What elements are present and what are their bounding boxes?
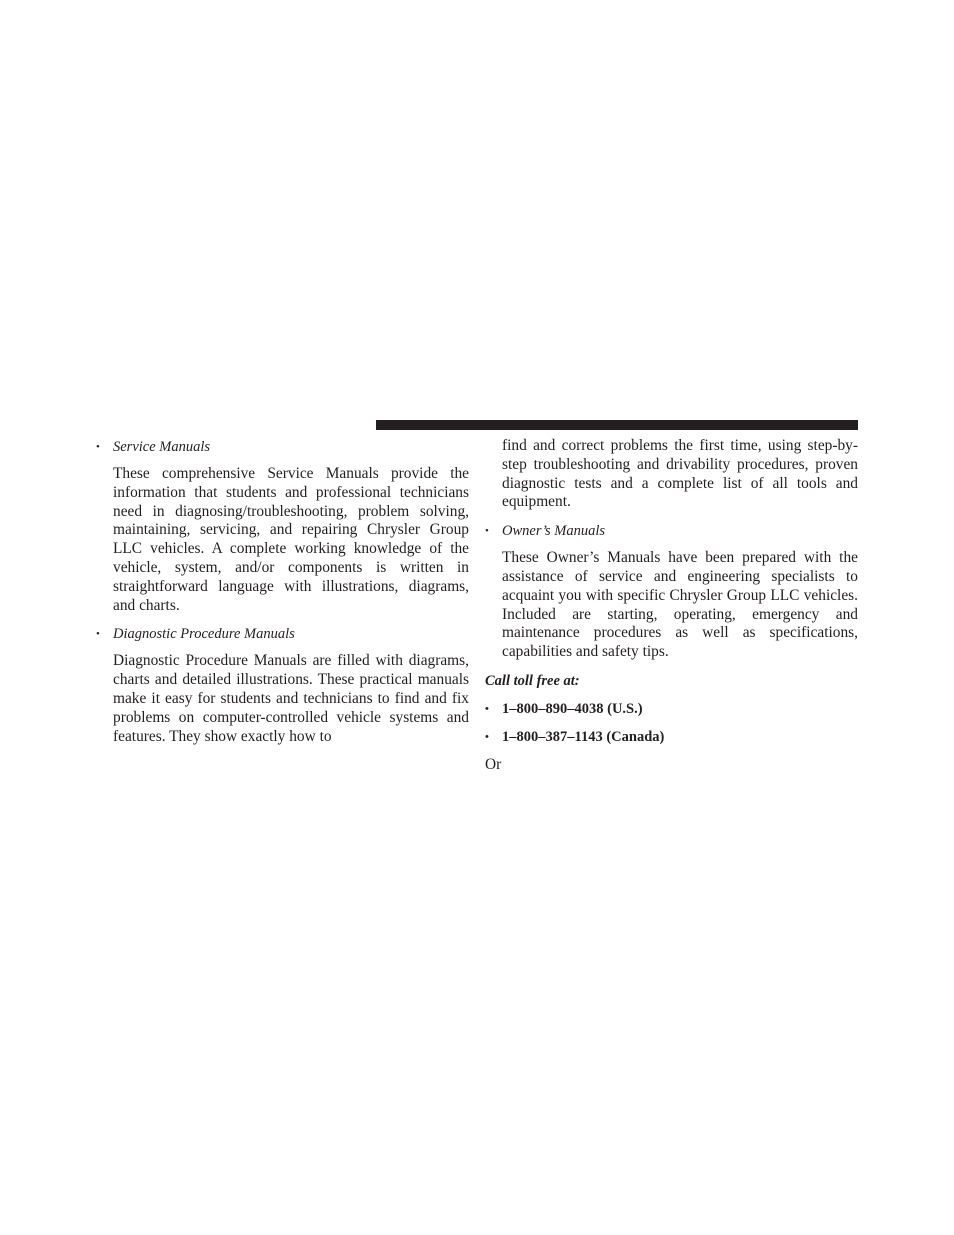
bullet-dot: • <box>96 441 100 453</box>
or-text: Or <box>485 755 502 773</box>
owners-manuals-body: These Owner’s Manuals have been prepared with the assistance of service and engineering specialists to acquaint you with specific Chrysler Group LLC vehicles. Included are starting, operating, emergency and maintenance procedures as well as specifications, capabilities and safety tips. <box>502 549 858 661</box>
phone-us <box>485 699 858 719</box>
bullet-dot: • <box>485 730 489 743</box>
service-manuals-body: These comprehensive Service Manuals provide the information that students and professional technicians need in diagnosing/troubleshooting, problem solving, maintaining, servicing, and repairing Chrysler Group LLC vehicles. A complete working knowledge of the vehicle, system, and/or components is written in straightforward language with illustrations, diagrams, and charts. <box>113 465 469 614</box>
right-column <box>485 437 858 775</box>
left-column <box>96 437 469 755</box>
diagnostic-manuals-continued: find and correct problems the first time, using step-by-step troubleshooting and drivability procedures, proven diagnostic tests and a complete list of all tools and equipment. <box>502 437 858 511</box>
call-toll-free-label: Call toll free at: <box>485 672 580 689</box>
bullet-dot: • <box>485 525 489 538</box>
owners-manuals-heading: Owner’s Manuals <box>502 523 605 540</box>
header-rule <box>376 420 858 430</box>
bullet-service-manuals <box>96 437 469 457</box>
bullet-diagnostic-manuals <box>96 624 469 644</box>
phone-canada <box>485 727 858 747</box>
bullet-dot: • <box>485 702 489 715</box>
service-manuals-heading: Service Manuals <box>113 439 211 455</box>
phone-canada-number: 1–800–387–1143 (Canada) <box>502 728 665 745</box>
bullet-dot: • <box>96 628 100 641</box>
bullet-owners-manuals <box>485 521 858 541</box>
diagnostic-manuals-heading: Diagnostic Procedure Manuals <box>113 626 295 643</box>
phone-us-number: 1–800–890–4038 (U.S.) <box>502 700 643 717</box>
diagnostic-manuals-body: Diagnostic Procedure Manuals are filled with diagrams, charts and detailed illustrations. These practical manuals make it easy for students and technicians to find and fix problems on computer-controlled vehicle systems and features. They show exactly how to <box>113 652 469 745</box>
